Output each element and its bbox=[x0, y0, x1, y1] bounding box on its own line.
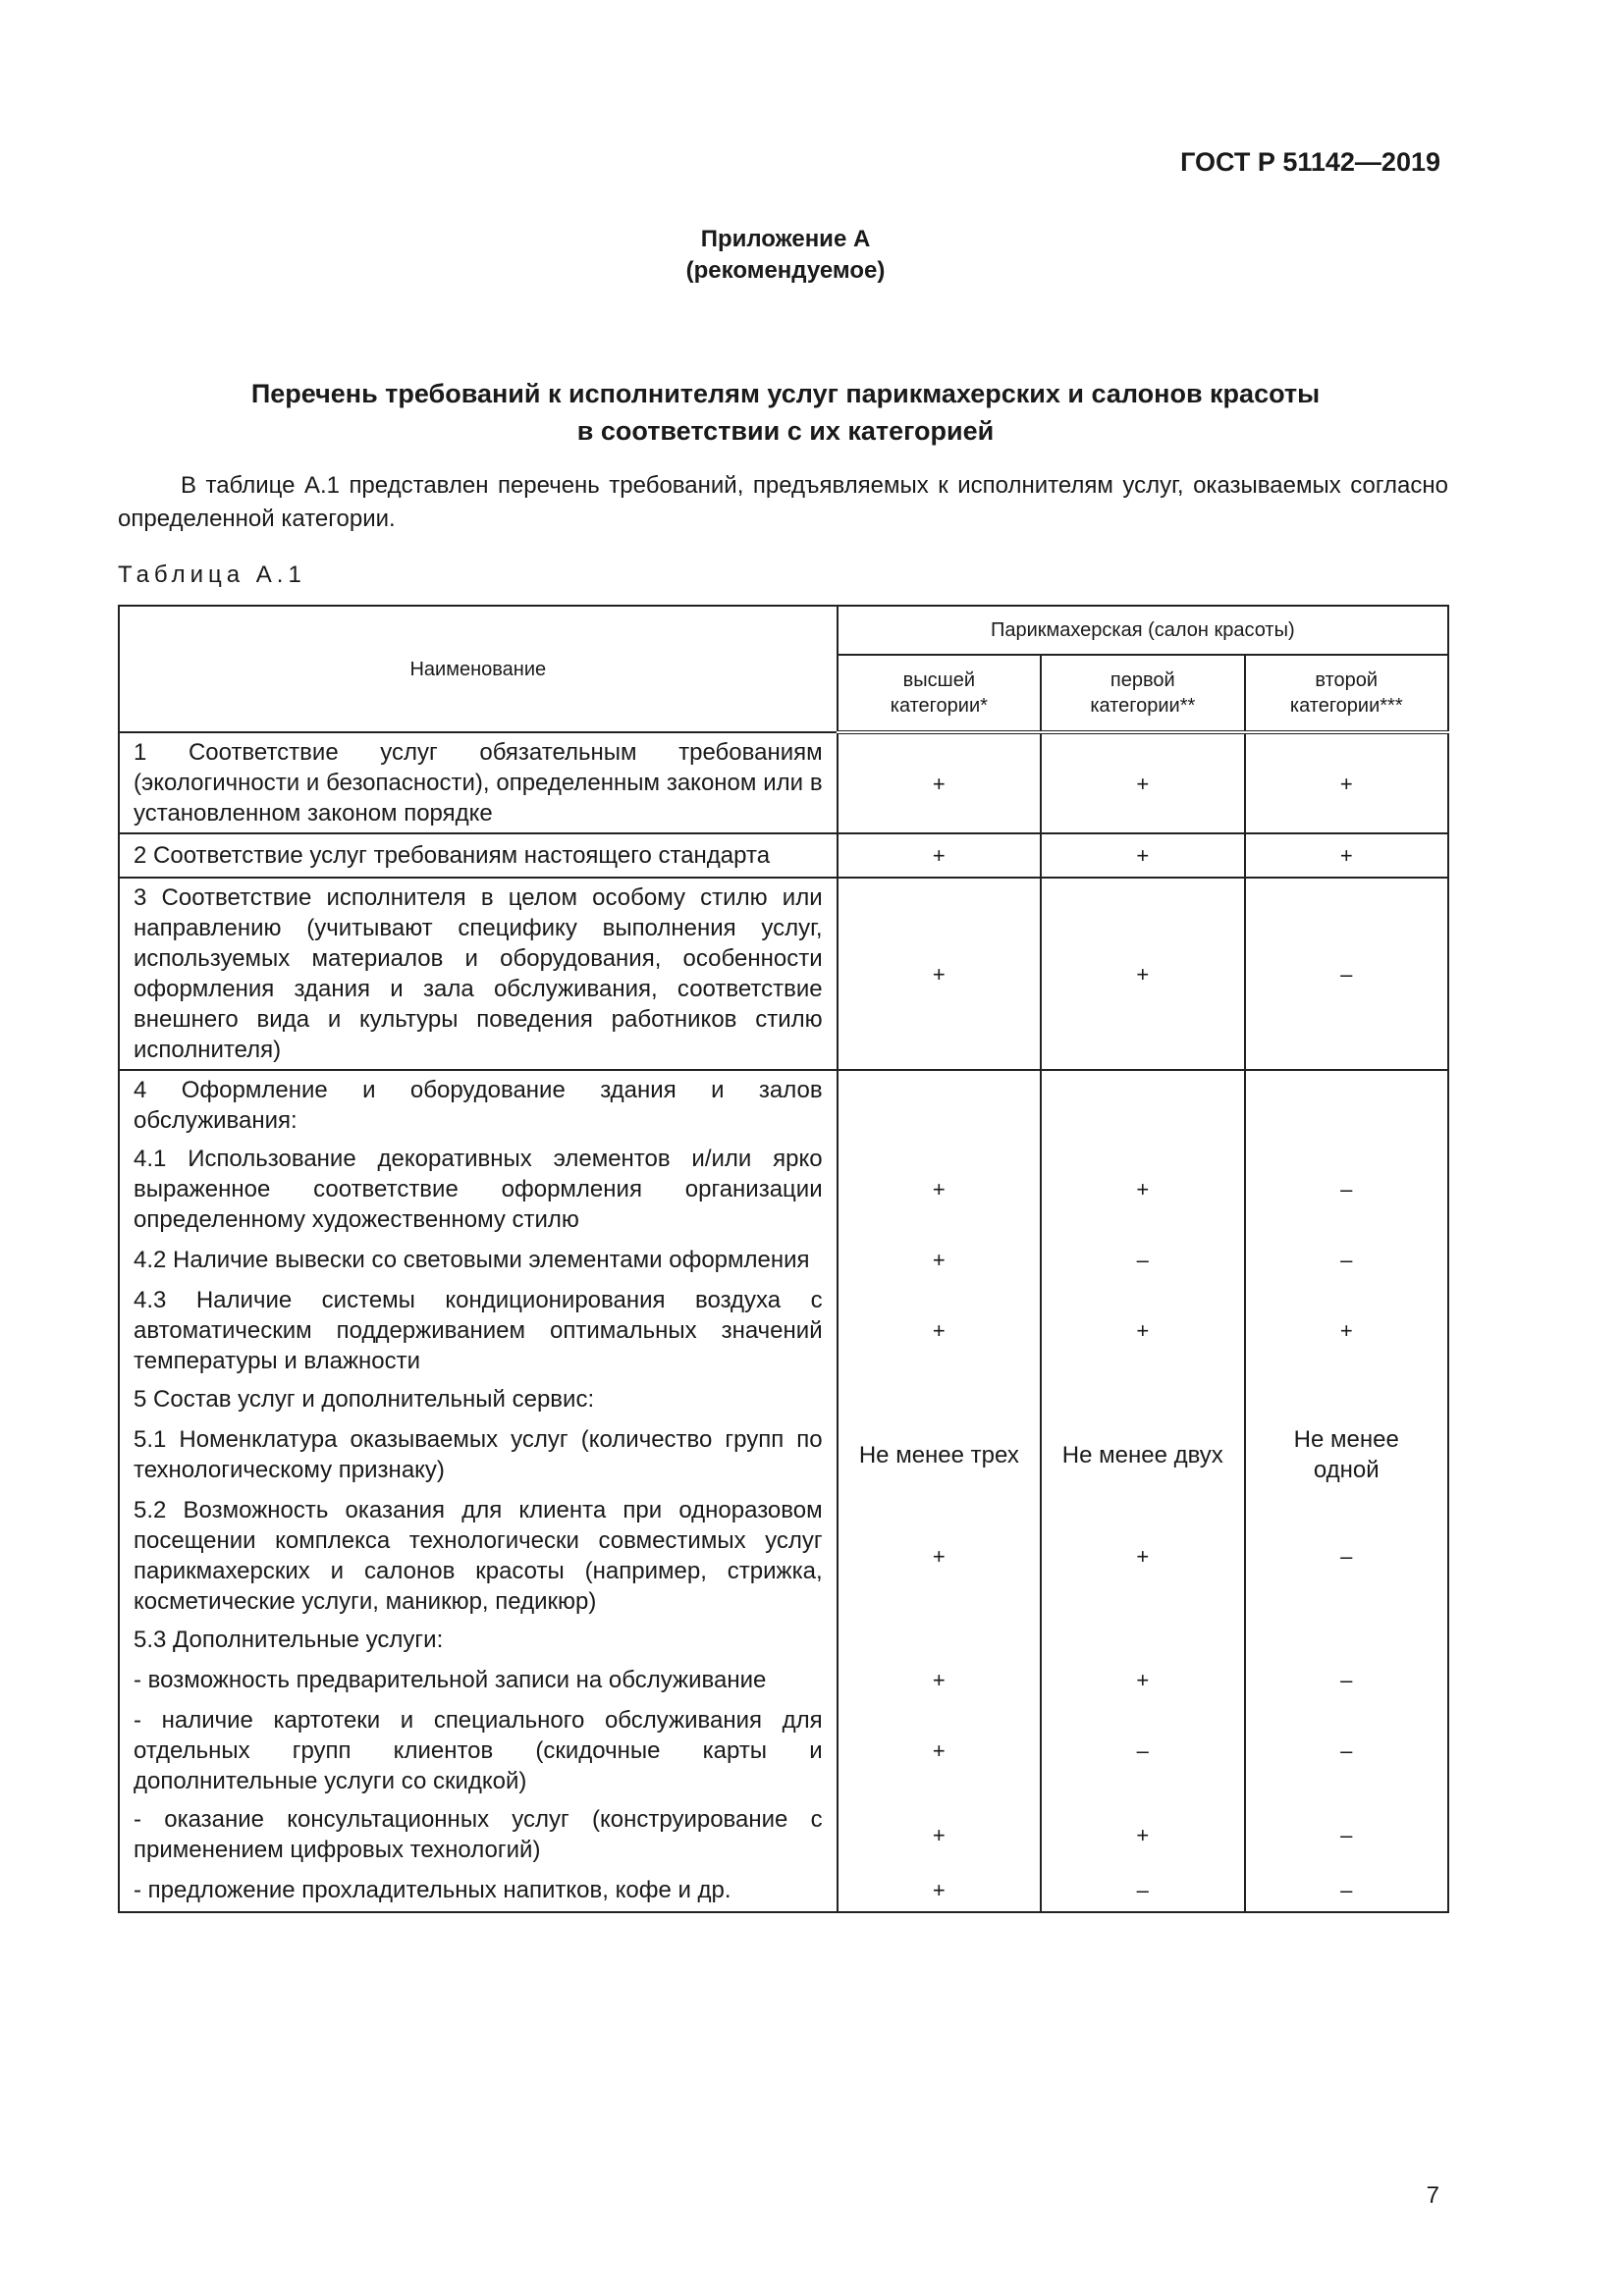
requirement-name: 4.2 Наличие вывески со световыми элементами оформления bbox=[119, 1239, 838, 1281]
value-first: + bbox=[1041, 1281, 1244, 1380]
value-highest: + bbox=[838, 1800, 1041, 1869]
value-first: + bbox=[1041, 878, 1244, 1070]
table-row bbox=[119, 1140, 1448, 1239]
table-row bbox=[119, 1281, 1448, 1380]
header-category-highest: высшей категории* bbox=[838, 655, 1041, 732]
header-group: Парикмахерская (салон красоты) bbox=[838, 606, 1448, 655]
value-first: + bbox=[1041, 1659, 1244, 1701]
value-first bbox=[1041, 1621, 1244, 1659]
requirement-name: 4 Оформление и оборудование здания и залов обслуживания: bbox=[119, 1070, 838, 1140]
value-first: – bbox=[1041, 1239, 1244, 1281]
intro-paragraph: В таблице А.1 представлен перечень требований, предъявляемых к исполнителям услуг, оказываемых согласно определенной категории. bbox=[118, 472, 1448, 532]
requirements-table bbox=[118, 605, 1449, 1913]
heading-line-1: Перечень требований к исполнителям услуг парикмахерских и салонов красоты bbox=[250, 379, 1321, 408]
value-highest: Не менее трех bbox=[838, 1418, 1041, 1491]
value-second: – bbox=[1245, 1239, 1448, 1281]
requirement-name: 2 Соответствие услуг требованиям настоящего стандарта bbox=[119, 833, 838, 878]
appendix-type: (рекомендуемое) bbox=[685, 257, 886, 284]
table-row bbox=[119, 1491, 1448, 1621]
table-row bbox=[119, 1380, 1448, 1418]
header-category-second: второй категории*** bbox=[1245, 655, 1448, 732]
value-highest: + bbox=[838, 1701, 1041, 1800]
value-second: – bbox=[1245, 1659, 1448, 1701]
requirement-name: 4.1 Использование декоративных элементов и/или ярко выраженное соответствие оформления организации определенному художественному стилю bbox=[119, 1140, 838, 1239]
table-row bbox=[119, 833, 1448, 878]
value-first bbox=[1041, 1070, 1244, 1140]
value-first: Не менее двух bbox=[1041, 1418, 1244, 1491]
page-number: 7 bbox=[1426, 2182, 1439, 2209]
value-first bbox=[1041, 1380, 1244, 1418]
value-highest bbox=[838, 1070, 1041, 1140]
value-second bbox=[1245, 1070, 1448, 1140]
value-second: – bbox=[1245, 1869, 1448, 1912]
requirement-name: 5.2 Возможность оказания для клиента при одноразовом посещении комплекса технологически совместимых услуг парикмахерских и салонов красоты (например, стрижка, косметические услуги, маникюр, педикюр) bbox=[119, 1491, 838, 1621]
header-category-first: первой категории** bbox=[1041, 655, 1244, 732]
value-highest bbox=[838, 1380, 1041, 1418]
value-first: + bbox=[1041, 1491, 1244, 1621]
value-second: + bbox=[1245, 732, 1448, 833]
value-first: + bbox=[1041, 1140, 1244, 1239]
requirement-name: - возможность предварительной записи на обслуживание bbox=[119, 1659, 838, 1701]
value-second: – bbox=[1245, 878, 1448, 1070]
table-row bbox=[119, 1418, 1448, 1491]
header-name: Наименование bbox=[119, 606, 838, 732]
requirement-name: 1 Соответствие услуг обязательным требованиям (экологичности и безопасности), определенным законом или в установленном законом порядке bbox=[119, 732, 838, 833]
requirement-name: 5.1 Номенклатура оказываемых услуг (количество групп по технологическому признаку) bbox=[119, 1418, 838, 1491]
requirement-name: - предложение прохладительных напитков, кофе и др. bbox=[119, 1869, 838, 1912]
value-second bbox=[1245, 1621, 1448, 1659]
value-second: + bbox=[1245, 1281, 1448, 1380]
requirement-name: 5.3 Дополнительные услуги: bbox=[119, 1621, 838, 1659]
value-highest: + bbox=[838, 1140, 1041, 1239]
requirement-name: - наличие картотеки и специального обслуживания для отдельных групп клиентов (скидочные карты и дополнительные услуги со скидкой) bbox=[119, 1701, 838, 1800]
table-row bbox=[119, 878, 1448, 1070]
value-first: + bbox=[1041, 1800, 1244, 1869]
table-row bbox=[119, 1239, 1448, 1281]
value-second: Не менее одной bbox=[1245, 1418, 1448, 1491]
value-highest bbox=[838, 1621, 1041, 1659]
value-highest: + bbox=[838, 1239, 1041, 1281]
value-second: – bbox=[1245, 1701, 1448, 1800]
appendix-header bbox=[0, 224, 1571, 287]
heading-line-2: в соответствии с их категорией bbox=[576, 416, 995, 446]
requirement-name: - оказание консультационных услуг (конструирование с применением цифровых технологий) bbox=[119, 1800, 838, 1869]
value-first: – bbox=[1041, 1701, 1244, 1800]
table-row bbox=[119, 1701, 1448, 1800]
section-heading bbox=[0, 375, 1571, 450]
document-code: ГОСТ Р 51142—2019 bbox=[1180, 147, 1440, 177]
value-highest: + bbox=[838, 732, 1041, 833]
table-row bbox=[119, 732, 1448, 833]
appendix-title: Приложение А bbox=[700, 226, 871, 252]
table-row bbox=[119, 1070, 1448, 1140]
value-second: + bbox=[1245, 833, 1448, 878]
value-second: – bbox=[1245, 1140, 1448, 1239]
value-highest: + bbox=[838, 1659, 1041, 1701]
table-row bbox=[119, 1621, 1448, 1659]
requirement-name: 4.3 Наличие системы кондиционирования воздуха с автоматическим поддерживанием оптимальных значений температуры и влажности bbox=[119, 1281, 838, 1380]
table-caption: Таблица А.1 bbox=[118, 561, 306, 588]
requirement-name: 5 Состав услуг и дополнительный сервис: bbox=[119, 1380, 838, 1418]
requirement-name: 3 Соответствие исполнителя в целом особому стилю или направлению (учитывают специфику выполнения услуг, используемых материалов и оборудования, особенности оформления здания и зала обслуживания, соответствие внешнего вида и культуры поведения работников стилю исполнителя) bbox=[119, 878, 838, 1070]
value-highest: + bbox=[838, 1281, 1041, 1380]
table-row bbox=[119, 1869, 1448, 1912]
value-first: + bbox=[1041, 833, 1244, 878]
value-second: – bbox=[1245, 1800, 1448, 1869]
value-second bbox=[1245, 1380, 1448, 1418]
value-second: – bbox=[1245, 1491, 1448, 1621]
table-row bbox=[119, 1659, 1448, 1701]
value-highest: + bbox=[838, 1869, 1041, 1912]
value-highest: + bbox=[838, 833, 1041, 878]
table-row bbox=[119, 1800, 1448, 1869]
value-highest: + bbox=[838, 878, 1041, 1070]
value-first: – bbox=[1041, 1869, 1244, 1912]
value-first: + bbox=[1041, 732, 1244, 833]
value-highest: + bbox=[838, 1491, 1041, 1621]
